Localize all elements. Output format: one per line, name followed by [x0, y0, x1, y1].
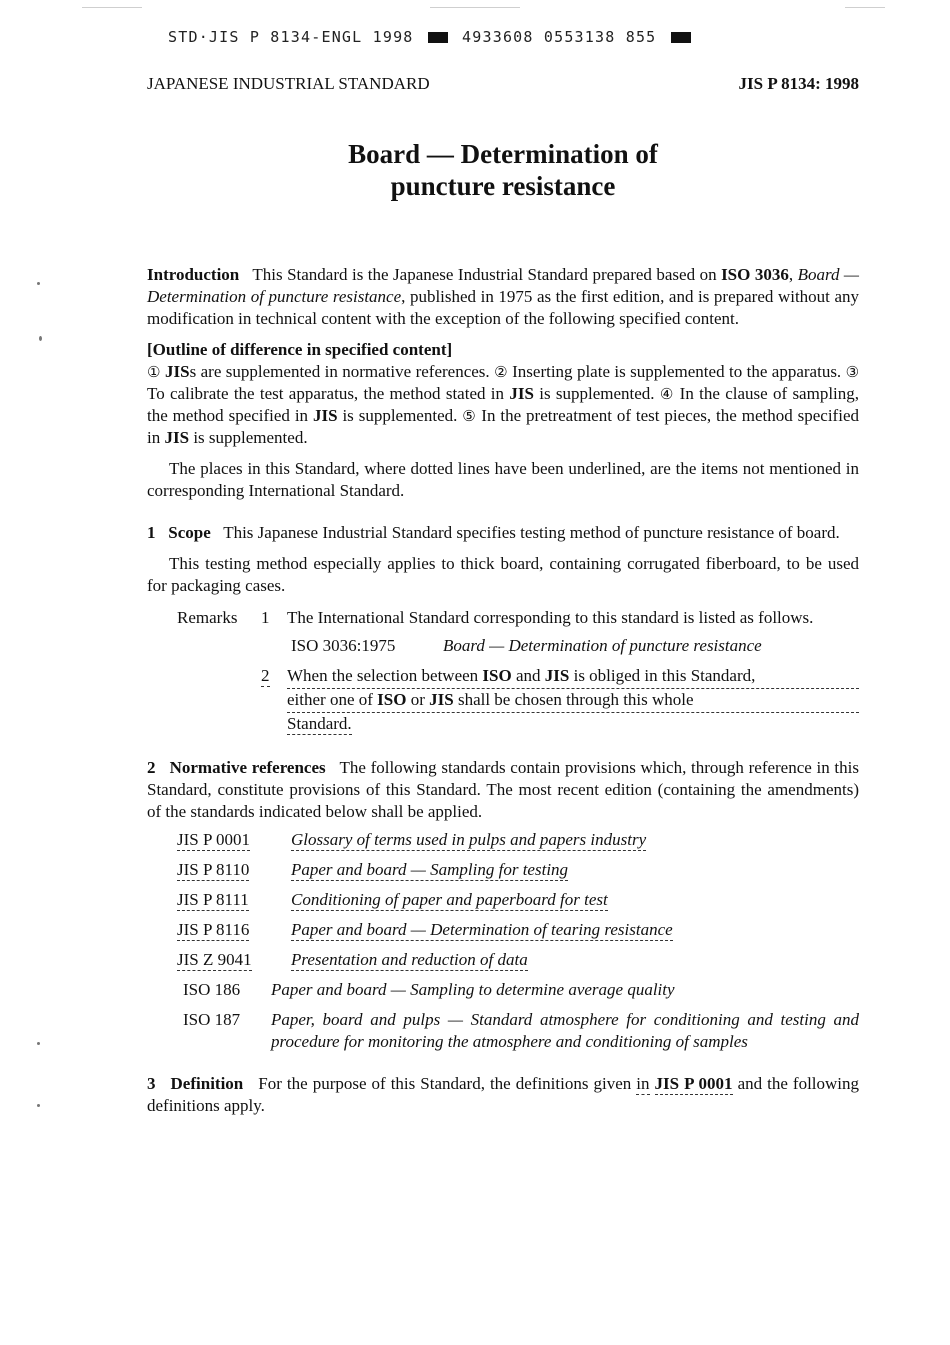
reference-code-wrap [177, 949, 291, 971]
circled-4: ④ [659, 385, 675, 403]
reference-item [177, 829, 859, 851]
outline-item-3b: is supplemented. [539, 384, 655, 403]
outline-item-2: Inserting plate is supplemented to the apparatus. [512, 362, 842, 381]
block-mark [428, 32, 448, 43]
reference-code: JIS P 8111 [177, 890, 249, 909]
definition-in: in [636, 1074, 650, 1093]
running-header [147, 74, 859, 94]
scope-text: This Japanese Industrial Standard specifies testing method of puncture resistance of board. [223, 523, 840, 542]
intro-text-1: This Standard is the Japanese Industrial Standard prepared based on [252, 265, 717, 284]
outline-jis-5: JIS [164, 428, 190, 447]
outline-jis-3: JIS [509, 384, 534, 403]
scan-artifact [430, 7, 520, 8]
intro-iso-title: Board — Determination of puncture resistance [147, 265, 860, 306]
circled-2: ② [494, 363, 508, 381]
remark-2 [177, 665, 859, 735]
definition-number: 3 [147, 1074, 156, 1093]
reference-code: JIS P 8116 [177, 920, 250, 939]
reference-title-wrap [291, 919, 859, 941]
remark-2-number-wrap [261, 665, 287, 735]
reference-item [177, 949, 859, 971]
normative-heading: Normative references [169, 758, 326, 777]
scope-paragraph [147, 522, 859, 544]
scan-artifact [845, 7, 885, 8]
remark-2-text-g: Standard. [287, 714, 352, 733]
definition-paragraph [147, 1073, 859, 1117]
reference-item [177, 979, 859, 1001]
reference-item [177, 919, 859, 941]
reference-item [177, 859, 859, 881]
reference-code: JIS P 0001 [177, 830, 251, 849]
document-body [147, 264, 859, 1117]
outline-item-5a: In the pretreatment of test pieces, the method specified in [147, 406, 859, 447]
outline-jis-4: JIS [312, 406, 338, 425]
standard-number: JIS P 8134 [738, 74, 816, 93]
remark-2-number: 2 [261, 666, 270, 685]
title-line-2: puncture resistance [390, 171, 616, 201]
remark-2-line-3 [287, 713, 859, 735]
circled-3: ③ [845, 363, 860, 381]
reference-code: ISO 187 [183, 1010, 241, 1029]
scope-heading: Scope [168, 523, 211, 542]
scope-number: 1 [147, 523, 156, 542]
remark-2-text-a: When the selection between [287, 666, 479, 685]
scan-speck [37, 282, 40, 285]
definition-text-1: For the purpose of this Standard, the definitions given [258, 1074, 632, 1093]
remark-2-line-2 [287, 689, 859, 713]
standard-year: : 1998 [815, 74, 859, 93]
running-header-standard [739, 74, 859, 94]
scan-speck [37, 1042, 40, 1045]
normative-references-paragraph [147, 757, 859, 823]
circled-5: ⑤ [462, 407, 477, 425]
intro-text-2: , [788, 265, 794, 284]
reference-title: Paper and board — Sampling for testing [291, 860, 569, 879]
block-mark [671, 32, 691, 43]
outline-heading: [Outline of difference in specified content] [147, 340, 453, 359]
reference-title-wrap [291, 949, 859, 971]
reference-code: JIS P 8110 [177, 860, 250, 879]
reference-title: Paper and board — Determination of tearing resistance [291, 920, 673, 939]
reference-code-wrap [177, 829, 291, 851]
remark-2-iso-2: ISO [377, 690, 407, 709]
scan-speck [39, 336, 42, 341]
introduction-heading: Introduction [147, 265, 240, 284]
reference-code-wrap [177, 859, 291, 881]
reference-item [177, 1009, 859, 1053]
remark-2-text-b: and [515, 666, 541, 685]
remark-1-number: 1 [261, 608, 270, 627]
intro-iso-ref: ISO 3036 [721, 265, 789, 284]
remark-1 [177, 607, 859, 629]
reference-title-wrap [291, 829, 859, 851]
definition-text-2: and the following definitions apply. [147, 1074, 860, 1115]
outline-item-4a: In the clause of sampling, the method specified in [147, 384, 860, 425]
scope-paragraph-2: This testing method especially applies to thick board, containing corrugated fiberboard, to be used for packaging cases. [147, 554, 859, 595]
remark-1-text: The International Standard corresponding to this standard is listed as follows. [287, 608, 814, 627]
remark-2-text-f: shall be chosen through this whole [457, 690, 694, 709]
remarks-block [177, 607, 859, 735]
title-line-1: Board — Determination of [348, 139, 658, 169]
remark-1-iso-line [291, 635, 859, 657]
reference-code-wrap [177, 919, 291, 941]
scan-speck [37, 1104, 40, 1107]
reference-code: ISO 186 [183, 980, 241, 999]
introduction-paragraph [147, 264, 859, 330]
circled-1: ① [147, 363, 161, 381]
remark-2-text-e: or [410, 690, 425, 709]
definition-heading: Definition [170, 1074, 244, 1093]
reference-title: Paper, board and pulps — Standard atmosphere for conditioning and testing and procedure for monitoring the atmosphere and conditioning of samples [271, 1010, 859, 1051]
remarks-label: Remarks [177, 608, 238, 627]
reference-title: Paper and board — Sampling to determine average quality [271, 980, 675, 999]
document-code-line [168, 28, 695, 46]
remark-2-text-d: either one of [287, 690, 373, 709]
reference-title: Glossary of terms used in pulps and papers industry [291, 830, 647, 849]
normative-number: 2 [147, 758, 156, 777]
reference-item [177, 889, 859, 911]
normative-text: The following standards contain provisions which, through reference in this Standard, constitute provisions of this Standard. The most recent edition (containing the amendments) of the standards indicated below shall be applied. [147, 758, 859, 821]
reference-code-wrap [177, 889, 291, 911]
reference-title: Conditioning of paper and paperboard for test [291, 890, 608, 909]
reference-code: JIS Z 9041 [177, 950, 252, 969]
document-numbers: 4933608 0553138 855 [462, 28, 657, 46]
remark-2-text-c: is obliged in this Standard, [573, 666, 756, 685]
reference-title-wrap [291, 859, 859, 881]
outline-item-5b: is supplemented. [193, 428, 308, 447]
remark-2-jis-1: JIS [544, 666, 570, 685]
intro-text-3: , published in 1975 as the first edition, and is prepared without any modification in technical content with the exception of the following specified content. [147, 287, 859, 328]
remark-2-line-1 [287, 665, 859, 689]
remarks-label-spacer [177, 665, 261, 735]
outline-jis-1: JIS [165, 362, 190, 381]
outline-item-4b: is supplemented. [342, 406, 458, 425]
outline-paragraph [147, 361, 859, 449]
definition-reference: JIS P 0001 [654, 1074, 733, 1093]
document-title [147, 138, 859, 202]
document-code: STD·JIS P 8134-ENGL 1998 [168, 28, 414, 46]
remark-2-text [287, 665, 859, 735]
reference-title: Presentation and reduction of data [291, 950, 528, 969]
remark-2-jis-2: JIS [429, 690, 454, 709]
remark-1-iso-code: ISO 3036:1975 [291, 636, 396, 655]
remark-2-iso-1: ISO [482, 666, 512, 685]
reference-list [177, 829, 859, 1053]
running-header-left: JAPANESE INDUSTRIAL STANDARD [147, 74, 430, 93]
outline-item-1: s are supplemented in normative references. [189, 362, 490, 381]
remark-1-iso-title: Board — Determination of puncture resistance [443, 636, 762, 655]
outline-item-3a: To calibrate the test apparatus, the method stated in [147, 384, 505, 403]
places-note-paragraph: The places in this Standard, where dotted lines have been underlined, are the items not mentioned in corresponding International Standard. [147, 459, 859, 500]
reference-title-wrap [291, 889, 859, 911]
scan-artifact [82, 7, 142, 8]
